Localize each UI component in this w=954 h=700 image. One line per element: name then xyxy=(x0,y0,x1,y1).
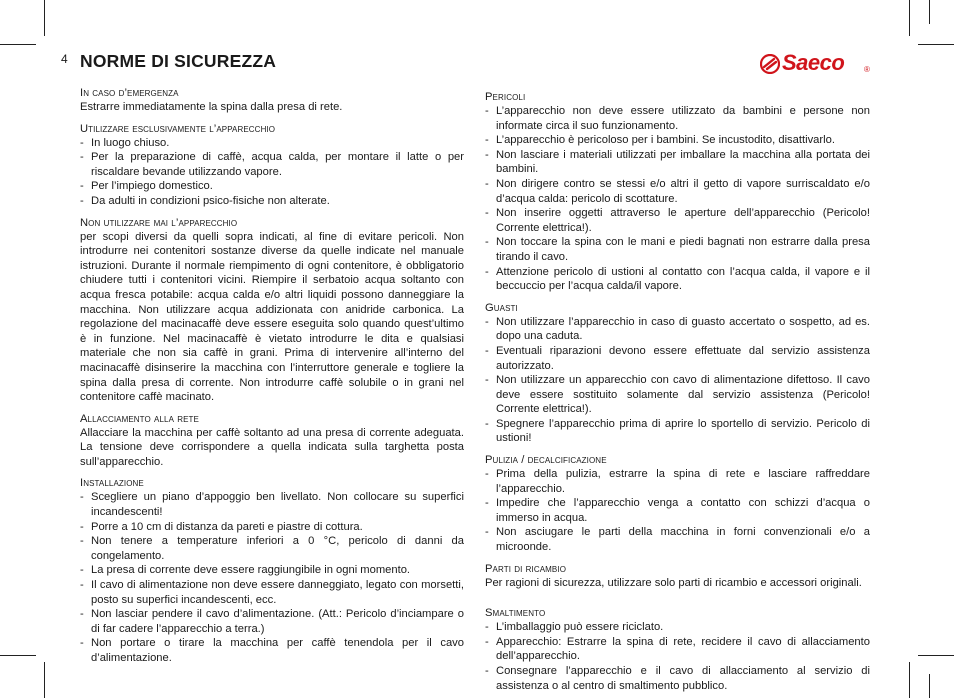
list-item: - Non inserire oggetti attraverso le aperture dell’apparecchio (Pericolo! Corrente elettrica!). xyxy=(485,206,870,235)
section-heading: Utilizzare esclusivamente l’apparecchio xyxy=(80,122,276,135)
crop-mark xyxy=(0,44,36,45)
list-item: - Spegnere l’apparecchio prima di aprire lo sportello di servizio. Pericolo di ustioni! xyxy=(485,417,870,446)
bullet-list xyxy=(485,104,870,294)
section-heading: Installazione xyxy=(80,477,144,490)
list-item: - Non lasciar pendere il cavo d’alimentazione. (Att.: Pericolo d’inciampare o di far cadere l’apparecchio a terra.) xyxy=(80,607,464,636)
list-item: - Non toccare la spina con le mani e piedi bagnati non estrarre dalla presa tirando il cavo. xyxy=(485,235,870,264)
crop-mark xyxy=(918,655,954,656)
section-heading: Parti di ricambio xyxy=(485,562,567,575)
section-paragraph: Per ragioni di sicurezza, utilizzare solo parti di ricambio e accessori originali. xyxy=(485,576,862,589)
section-non-utilizzare-mai-l-apparecchio xyxy=(80,216,464,405)
logo-wordmark: Saeco xyxy=(782,50,845,75)
list-item: - Porre a 10 cm di distanza da pareti e piastre di cottura. xyxy=(80,520,464,535)
crop-mark xyxy=(929,0,930,24)
list-item: - Attenzione pericolo di ustioni al contatto con l’acqua calda, il vapore e il beccuccio per l’acqua calda/il vapore. xyxy=(485,265,870,294)
section-heading: Allacciamento alla rete xyxy=(80,412,199,425)
list-item: - Non lasciare i materiali utilizzati per imballare la macchina alla portata dei bambini. xyxy=(485,148,870,177)
crop-mark xyxy=(44,662,45,698)
crop-mark xyxy=(929,674,930,698)
section-parti-di-ricambio xyxy=(485,562,870,591)
bullet-list xyxy=(80,136,464,209)
section-pulizia-decalcificazione xyxy=(485,453,870,555)
section-allacciamento-alla-rete xyxy=(80,412,464,470)
section-smaltimento xyxy=(485,606,870,693)
list-item: - Scegliere un piano d’appoggio ben livellato. Non collocare su superfici incandescenti! xyxy=(80,490,464,519)
section-paragraph: per scopi diversi da quelli sopra indicati, al fine di evitare pericoli. Non introdurre nei contenitori sostanze diverse da quelle indicate nel manuale istruzioni. Durante il normale riempimento di ogni contenitore, è obbligatorio chiudere tutti i contenitori vicini. Riempire il serbatoio acqua soltanto con acqua fresca potabile: acqua calda e/o altri liquidi possono danneggiare la macchina. Non utilizzare acqua addizionata con anidride carbonica. La regolazione del macinacaffè deve essere eseguita solo quando quest’ultimo è in funzione. Nel macinacaffè è vietato introdurre le dita e qualsiasi materiale che non sia caffè in grani. Prima di intervenire all’interno del macinacaffè disinserire la macchina con l’interruttore generale e togliere la spina dalla presa di corrente. Non introdurre caffè solubile o in grani nel contenitore caffè macinato. xyxy=(80,230,464,404)
list-item: - Non tenere a temperature inferiori a 0 °C, pericolo di danni da congelamento. xyxy=(80,534,464,563)
crop-mark xyxy=(918,44,954,45)
section-heading: Pulizia / decalcificazione xyxy=(485,454,607,467)
bullet-list xyxy=(80,490,464,665)
list-item: - Apparecchio: Estrarre la spina di rete, recidere il cavo di allacciamento dell’apparecchio. xyxy=(485,635,870,664)
left-column xyxy=(80,86,464,673)
list-item: - Per l’impiego domestico. xyxy=(80,179,464,194)
list-item: - L’apparecchio non deve essere utilizzato da bambini e persone non informate circa il suo funzionamento. xyxy=(485,104,870,133)
list-item: - Da adulti in condizioni psico-fisiche non alterate. xyxy=(80,194,464,209)
section-guasti xyxy=(485,301,870,446)
crop-mark xyxy=(44,0,45,36)
right-column xyxy=(485,90,870,700)
page-title: NORME DI SICUREZZA xyxy=(80,51,277,71)
section-heading: Guasti xyxy=(485,301,518,314)
section-paragraph: Estrarre immediatamente la spina dalla presa di rete. xyxy=(80,101,343,113)
logo-emblem-icon xyxy=(760,54,780,74)
list-item: - L’apparecchio è pericoloso per i bambini. Se incustodito, disattivarlo. xyxy=(485,133,870,148)
section-heading: Non utilizzare mai l’apparecchio xyxy=(80,216,238,229)
bullet-list xyxy=(485,467,870,555)
crop-mark xyxy=(0,655,36,656)
section-heading: Smaltimento xyxy=(485,607,546,620)
section-paragraph: Allacciare la macchina per caffè soltanto ad una presa di corrente adeguata. La tensione deve corrispondere a quella indicata sulla targhetta posta sull’apparecchio. xyxy=(80,426,464,468)
section-pericoli xyxy=(485,90,870,294)
bullet-list xyxy=(485,620,870,693)
section-heading: Pericoli xyxy=(485,91,526,103)
section-installazione xyxy=(80,476,464,665)
list-item: - In luogo chiuso. xyxy=(80,136,464,151)
crop-mark xyxy=(909,0,910,36)
list-item: - L’imballaggio può essere riciclato. xyxy=(485,620,870,635)
section-in-caso-d-emergenza xyxy=(80,86,464,115)
list-item: - Non utilizzare l’apparecchio in caso di guasto accertato o sospetto, ad es. dopo una caduta. xyxy=(485,315,870,344)
section-heading: In caso d’emergenza xyxy=(80,87,179,99)
list-item: - Non utilizzare un apparecchio con cavo di alimentazione difettoso. Il cavo deve essere sostituito solamente dal servizio assistenza (Pericolo! Corrente elettrica!). xyxy=(485,373,870,417)
section-utilizzare-esclusivamente-l-apparecchio xyxy=(80,122,464,209)
saeco-logo xyxy=(760,50,872,80)
list-item: - Non asciugare le parti della macchina in forni convenzionali e/o a microonde. xyxy=(485,525,870,554)
list-item: - Non portare o tirare la macchina per caffè tenendola per il cavo d’alimentazione. xyxy=(80,636,464,665)
page-number: 4 xyxy=(61,52,68,66)
registered-mark: ® xyxy=(864,65,870,74)
list-item: - Non dirigere contro se stessi e/o altri il getto di vapore surriscaldato e/o d’acqua calda: pericolo di scottature. xyxy=(485,177,870,206)
list-item: - Impedire che l’apparecchio venga a contatto con schizzi d’acqua o immerso in acqua. xyxy=(485,496,870,525)
list-item: - La presa di corrente deve essere raggiungibile in ogni momento. xyxy=(80,563,464,578)
list-item: - Eventuali riparazioni devono essere effettuate dal servizio assistenza autorizzato. xyxy=(485,344,870,373)
list-item: - Prima della pulizia, estrarre la spina di rete e lasciare raffreddare l’apparecchio. xyxy=(485,467,870,496)
list-item: - Consegnare l’apparecchio e il cavo di allacciamento al servizio di assistenza o al centro di smaltimento pubblico. xyxy=(485,664,870,693)
list-item: - Per la preparazione di caffè, acqua calda, per montare il latte o per riscaldare bevande utilizzando vapore. xyxy=(80,150,464,179)
list-item: - Il cavo di alimentazione non deve essere danneggiato, legato con morsetti, posto su superfici incandescenti, ecc. xyxy=(80,578,464,607)
crop-mark xyxy=(909,662,910,698)
bullet-list xyxy=(485,315,870,446)
